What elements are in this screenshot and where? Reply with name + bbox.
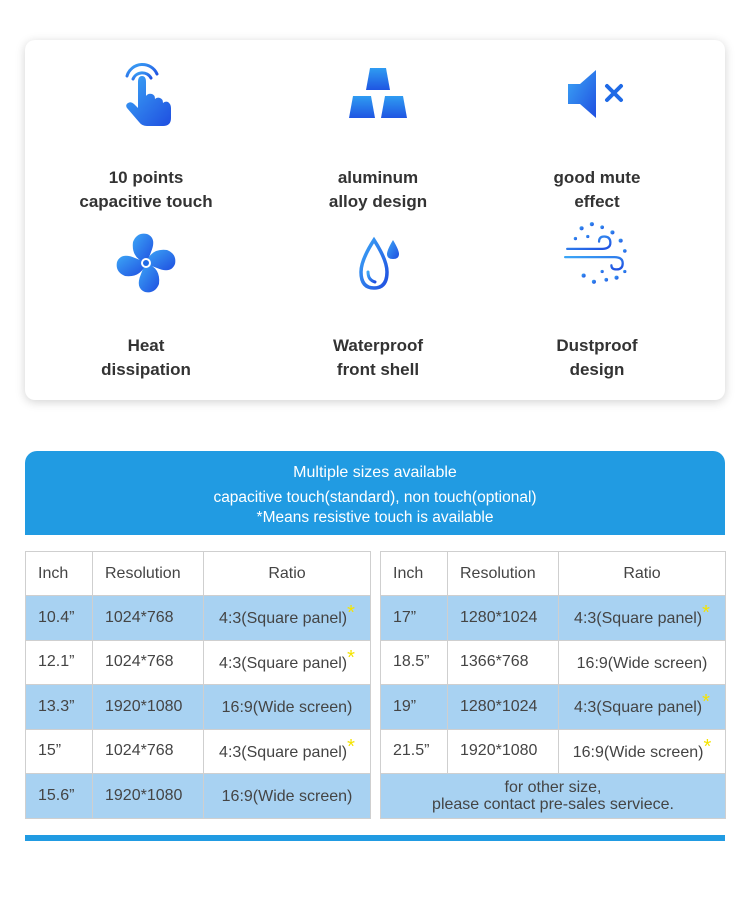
cell-inch: 18.5” <box>381 640 448 685</box>
cell-resolution: 1024*768 <box>93 729 204 774</box>
banner-title: Multiple sizes available <box>293 464 457 481</box>
header-ratio: Ratio <box>559 552 726 596</box>
feature-label: Waterproof front shell <box>332 336 424 379</box>
touch-hand-icon <box>111 60 181 130</box>
table-row <box>381 774 726 819</box>
resistive-star: * <box>347 646 355 669</box>
cell-ratio: 16:9(Wide screen)* <box>559 729 726 774</box>
cell-ratio: 4:3(Square panel)* <box>204 640 371 685</box>
header-resolution: Resolution <box>448 552 559 596</box>
feature-aluminum-alloy <box>258 60 498 211</box>
fan-icon <box>111 228 181 298</box>
cell-ratio: 4:3(Square panel)* <box>204 596 371 641</box>
table-row <box>381 729 726 774</box>
table-row <box>26 685 371 730</box>
water-drop-icon <box>343 228 413 298</box>
aluminum-bars-icon <box>343 60 413 130</box>
sizes-banner <box>25 451 725 535</box>
resistive-star: * <box>702 602 710 625</box>
cell-resolution: 1280*1024 <box>448 596 559 641</box>
cell-inch: 12.1” <box>26 640 93 685</box>
table-header-row <box>381 552 726 596</box>
cell-resolution: 1920*1080 <box>93 685 204 730</box>
table-row <box>26 729 371 774</box>
header-inch: Inch <box>26 552 93 596</box>
table-row <box>26 774 371 819</box>
banner-resistive-note: *Means resistive touch is available <box>256 509 494 526</box>
feature-waterproof <box>258 228 498 379</box>
cell-resolution: 1280*1024 <box>448 685 559 730</box>
size-table-left <box>25 551 371 819</box>
cell-inch: 10.4” <box>26 596 93 641</box>
feature-good-mute <box>477 60 717 211</box>
resistive-star: * <box>347 735 355 758</box>
cell-inch: 15.6” <box>26 774 93 819</box>
cell-inch: 17” <box>381 596 448 641</box>
cell-ratio: 16:9(Wide screen) <box>559 640 726 685</box>
header-inch: Inch <box>381 552 448 596</box>
cell-resolution: 1366*768 <box>448 640 559 685</box>
bottom-accent-bar <box>25 835 725 841</box>
feature-label: aluminum alloy design <box>328 168 428 211</box>
features-card <box>25 40 725 400</box>
cell-ratio: 4:3(Square panel)* <box>559 596 726 641</box>
feature-label: Dustproof design <box>556 336 638 379</box>
cell-ratio: 4:3(Square panel)* <box>559 685 726 730</box>
feature-label: Heat dissipation <box>101 336 191 379</box>
resistive-star: * <box>702 691 710 714</box>
feature-capacitive-touch <box>26 60 266 211</box>
cell-ratio: 16:9(Wide screen) <box>204 774 371 819</box>
feature-label: 10 points capacitive touch <box>79 168 213 211</box>
dust-wind-icon <box>561 218 633 290</box>
contact-note: for other size, please contact pre-sales serviece. <box>381 774 726 819</box>
table-row <box>381 640 726 685</box>
table-header-row <box>26 552 371 596</box>
resistive-star: * <box>347 602 355 625</box>
table-row <box>26 640 371 685</box>
cell-ratio: 4:3(Square panel)* <box>204 729 371 774</box>
table-row <box>381 685 726 730</box>
cell-resolution: 1024*768 <box>93 640 204 685</box>
cell-inch: 19” <box>381 685 448 730</box>
resistive-star: * <box>703 735 712 758</box>
table-row <box>26 596 371 641</box>
header-resolution: Resolution <box>93 552 204 596</box>
feature-heat-dissipation <box>26 228 266 379</box>
mute-speaker-icon <box>562 60 632 130</box>
cell-inch: 13.3” <box>26 685 93 730</box>
size-table-right <box>380 551 726 819</box>
cell-inch: 21.5” <box>381 729 448 774</box>
table-row <box>381 596 726 641</box>
cell-resolution: 1024*768 <box>93 596 204 641</box>
cell-resolution: 1920*1080 <box>448 729 559 774</box>
cell-resolution: 1920*1080 <box>93 774 204 819</box>
banner-touch-note: capacitive touch(standard), non touch(optional) <box>213 489 537 506</box>
feature-label: good mute effect <box>553 168 641 211</box>
header-ratio: Ratio <box>204 552 371 596</box>
cell-inch: 15” <box>26 729 93 774</box>
feature-dustproof <box>477 218 717 379</box>
cell-ratio: 16:9(Wide screen) <box>204 685 371 730</box>
